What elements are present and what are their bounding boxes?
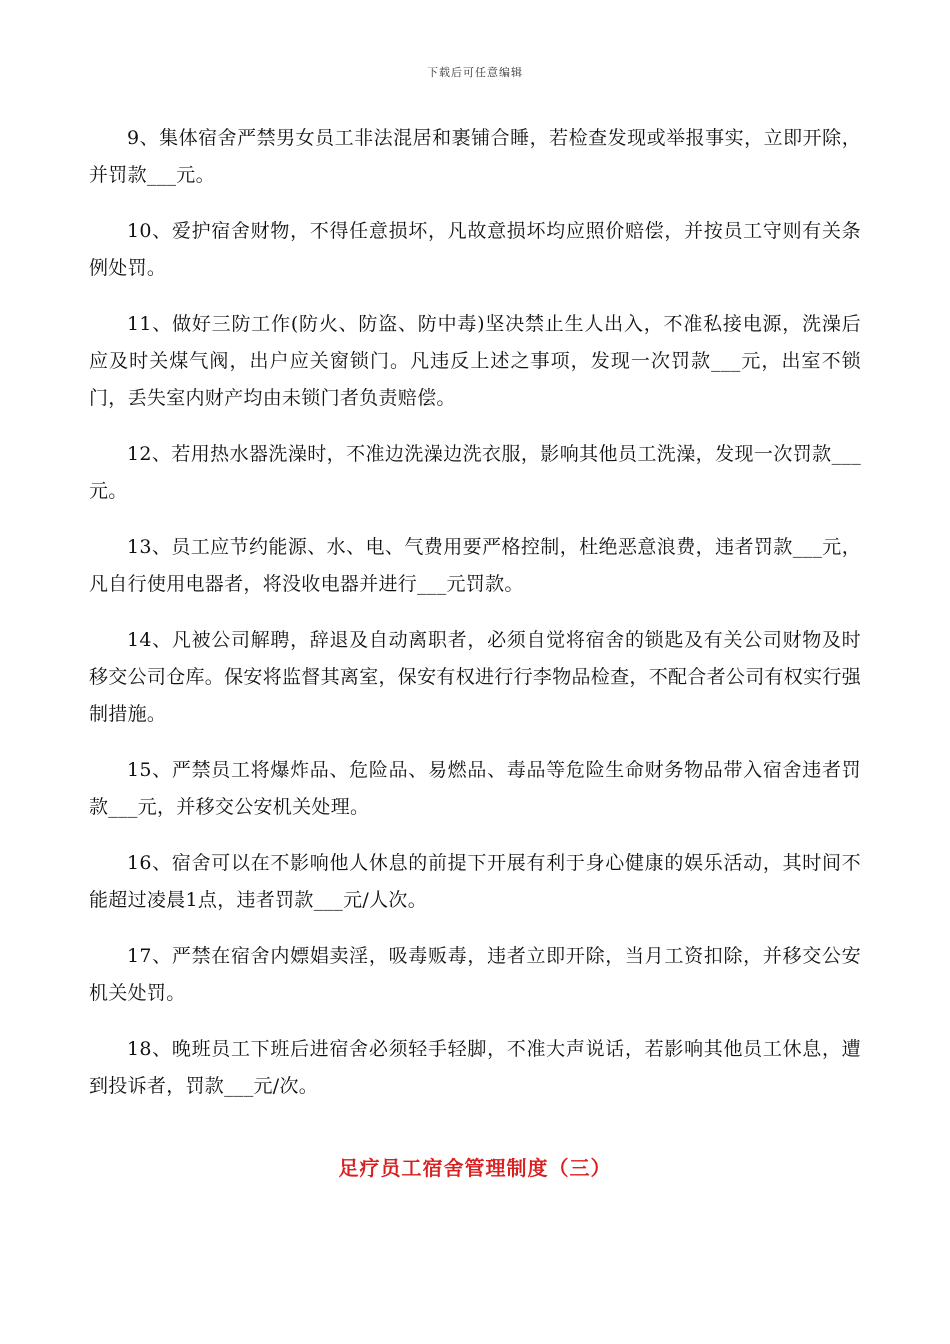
rule-paragraph-13: 13、员工应节约能源、水、电、气费用要严格控制，杜绝恶意浪费，违者罚款___元，凡自行使用电器者，将没收电器并进行___元罚款。 [89, 536, 861, 595]
rule-paragraph-17: 17、严禁在宿舍内嫖娼卖淫，吸毒贩毒，违者立即开除，当月工资扣除，并移交公安机关处罚。 [89, 945, 861, 1004]
rule-paragraph-10: 10、爱护宿舍财物，不得任意损坏，凡故意损坏均应照价赔偿，并按员工守则有关条例处罚。 [89, 220, 861, 279]
rule-paragraph-12: 12、若用热水器洗澡时，不准边洗澡边洗衣服，影响其他员工洗澡，发现一次罚款___元。 [89, 443, 861, 502]
document-body [89, 120, 861, 1124]
section-title: 足疗员工宿舍管理制度（三） [338, 1156, 612, 1180]
rule-paragraph-16: 16、宿舍可以在不影响他人休息的前提下开展有利于身心健康的娱乐活动，其时间不能超过凌晨1点，违者罚款___元/人次。 [89, 852, 861, 911]
header-note: 下载后可任意编辑 [427, 66, 523, 79]
rule-paragraph-18: 18、晚班员工下班后进宿舍必须轻手轻脚，不准大声说话，若影响其他员工休息，遭到投诉者，罚款___元/次。 [89, 1038, 861, 1097]
rule-paragraph-14: 14、凡被公司解聘，辞退及自动离职者，必须自觉将宿舍的锁匙及有关公司财物及时移交公司仓库。保安将监督其离室，保安有权进行行李物品检查，不配合者公司有权实行强制措施。 [89, 629, 862, 725]
rule-paragraph-15: 15、严禁员工将爆炸品、危险品、易燃品、毒品等危险生命财务物品带入宿舍违者罚款___元，并移交公安机关处理。 [89, 759, 861, 818]
rule-paragraph-11: 11、做好三防工作(防火、防盗、防中毒)坚决禁止生人出入，不准私接电源，洗澡后应及时关煤气阀，出户应关窗锁门。凡违反上述之事项，发现一次罚款___元，出室不锁门，丢失室内财产均由未锁门者负责赔偿。 [89, 313, 861, 409]
rule-paragraph-9: 9、集体宿舍严禁男女员工非法混居和裹铺合睡，若检查发现或举报事实，立即开除，并罚款___元。 [89, 127, 861, 186]
